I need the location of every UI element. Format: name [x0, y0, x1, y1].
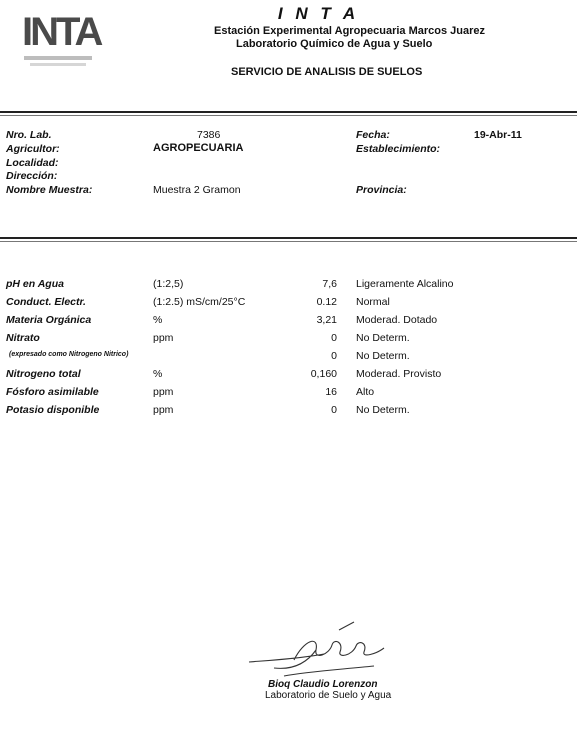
localidad-label: Localidad: [6, 157, 59, 169]
divider [0, 241, 577, 242]
fecha-label: Fecha: [356, 129, 390, 141]
agricultor-value: AGROPECUARIA [153, 142, 244, 154]
muestra-label: Nombre Muestra: [6, 184, 93, 196]
result-interpretation: No Determ. [356, 404, 410, 416]
result-interpretation: Alto [356, 386, 375, 398]
result-name: Potasio disponible [6, 404, 100, 416]
divider [0, 111, 577, 113]
header-lab: Laboratorio Químico de Agua y Suelo [236, 38, 433, 50]
signature-name: Bioq Claudio Lorenzon [268, 679, 378, 690]
provincia-label: Provincia: [356, 184, 407, 196]
result-name: Materia Orgánica [6, 314, 92, 326]
result-interpretation: Moderad. Provisto [356, 368, 442, 380]
header-title: I N T A [277, 4, 360, 23]
result-unit: ppm [153, 332, 174, 344]
result-value: 0 [331, 404, 337, 416]
signature-lab: Laboratorio de Suelo y Agua [265, 690, 392, 701]
result-unit: (1:2.5) mS/cm/25°C [153, 296, 246, 308]
result-value: 3,21 [316, 314, 337, 326]
result-value: 7,6 [322, 278, 337, 290]
result-value: 0.12 [316, 296, 337, 308]
result-name: Nitrogeno total [6, 368, 81, 380]
result-interpretation: No Determ. [356, 350, 410, 362]
nro-lab-value: 7386 [197, 129, 221, 141]
result-interpretation: Normal [356, 296, 390, 308]
result-unit: ppm [153, 386, 174, 398]
divider [0, 237, 577, 239]
result-unit: (1:2,5) [153, 278, 184, 290]
logo-stripe [24, 56, 92, 60]
result-unit: ppm [153, 404, 174, 416]
result-value: 0,160 [310, 368, 337, 380]
result-interpretation: No Determ. [356, 332, 410, 344]
muestra-value: Muestra 2 Gramon [153, 184, 241, 196]
divider [0, 115, 577, 116]
result-unit: % [153, 368, 163, 380]
result-value: 0 [331, 332, 337, 344]
result-interpretation: Ligeramente Alcalino [356, 278, 454, 290]
agricultor-label: Agricultor: [6, 143, 60, 155]
nro-lab-label: Nro. Lab. [6, 129, 52, 141]
result-name: Conduct. Electr. [6, 296, 86, 308]
result-name: pH en Agua [6, 278, 64, 290]
result-interpretation: Moderad. Dotado [356, 314, 438, 326]
logo-text: INTA [22, 10, 101, 54]
fecha-value: 19-Abr-11 [474, 129, 522, 141]
result-name: Nitrato [6, 332, 40, 344]
direccion-label: Dirección: [6, 170, 58, 182]
header-station: Estación Experimental Agropecuaria Marcos Juarez [214, 25, 486, 37]
header-service: SERVICIO DE ANALISIS DE SUELOS [231, 66, 423, 78]
result-unit: % [153, 314, 163, 326]
result-note: (expresado como Nitrogeno Nitrico) [9, 351, 129, 358]
logo-stripe [30, 63, 86, 66]
result-value: 16 [325, 386, 337, 398]
result-name: Fósforo asimilable [6, 386, 99, 398]
result-value: 0 [331, 350, 337, 362]
establecimiento-label: Establecimiento: [356, 143, 441, 155]
